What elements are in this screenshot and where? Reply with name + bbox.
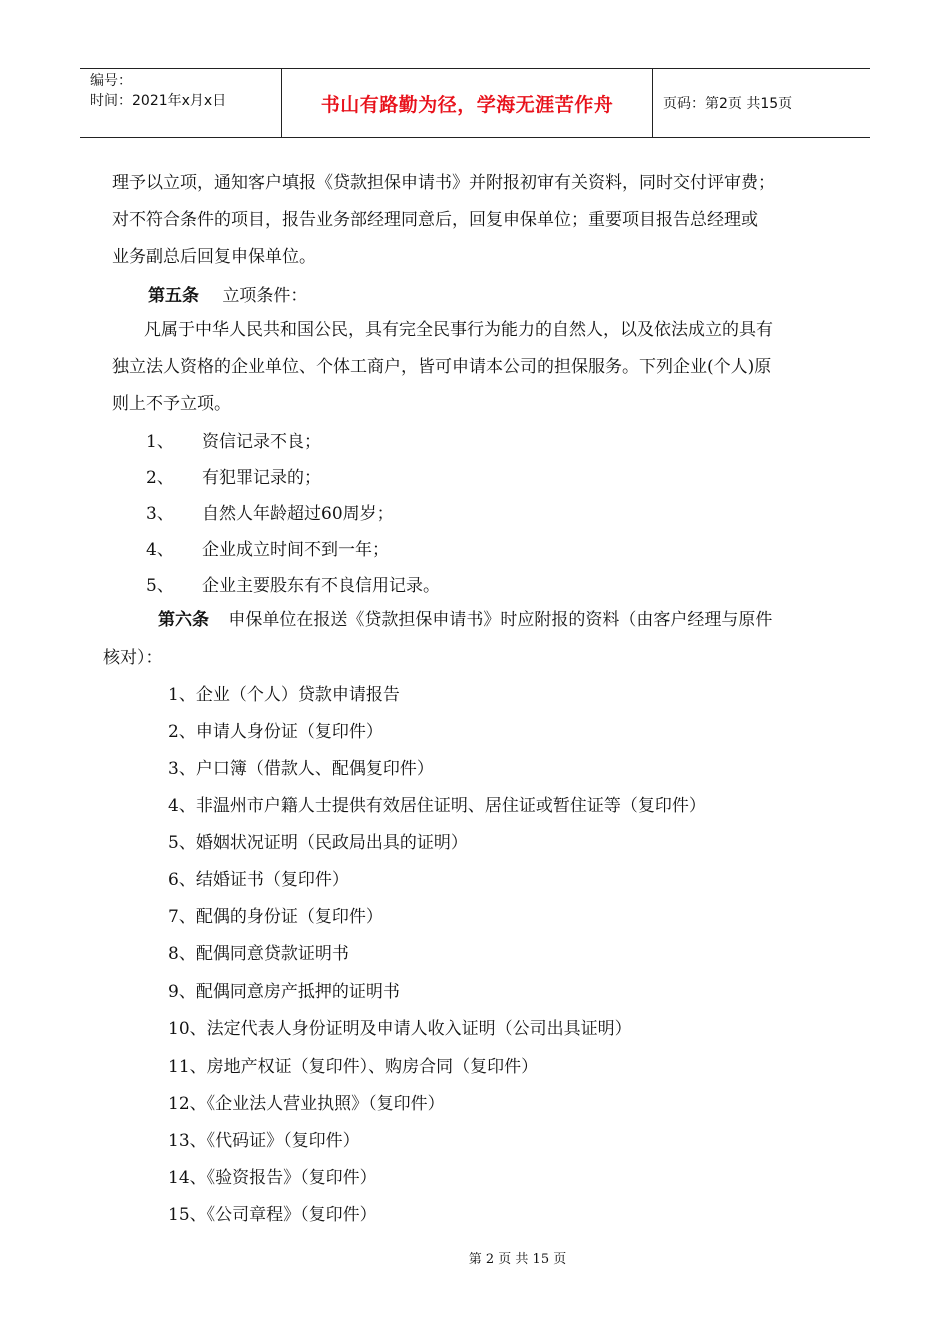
material-item: 1、企业（个人）贷款申请报告 [168,685,400,705]
page-header [80,68,870,138]
header-meta [80,69,281,137]
exclusion-text: 企业主要股东有不良信用记录。 [202,576,440,596]
material-item: 8、配偶同意贷款证明书 [168,944,349,964]
material-item: 10、法定代表人身份证明及申请人收入证明（公司出具证明） [168,1019,632,1039]
exclusion-number: 3、 [146,504,174,524]
paragraph-line: 则上不予立项。 [112,394,231,414]
article-6-text: 申保单位在报送《贷款担保申请书》时应附报的资料（由客户经理与原件 [228,610,773,630]
material-item: 12、《企业法人营业执照》（复印件） [168,1094,445,1114]
material-item: 14、《验资报告》（复印件） [168,1168,377,1188]
exclusion-number: 2、 [146,468,174,488]
material-item: 7、配偶的身份证（复印件） [168,907,383,927]
exclusion-item [146,430,321,454]
material-item: 13、《代码证》（复印件） [168,1131,360,1151]
material-item: 4、非温州市户籍人士提供有效居住证明、居住证或暂住证等（复印件） [168,796,706,816]
exclusion-text: 资信记录不良； [202,432,321,452]
material-item: 3、户口簿（借款人、配偶复印件） [168,759,434,779]
document-date-label: 时间：2021年x月x日 [90,93,227,109]
material-item: 2、申请人身份证（复印件） [168,722,383,742]
header-page-number: 页码：第2页 共15页 [663,96,793,112]
exclusion-item [146,466,321,490]
paragraph-line: 独立法人资格的企业单位、个体工商户，皆可申请本公司的担保服务。下列企业(个人)原 [112,357,772,377]
material-item: 11、房地产权证（复印件）、购房合同（复印件） [168,1057,539,1077]
exclusion-number: 4、 [146,540,174,560]
header-motto: 书山有路勤为径，学海无涯苦作舟 [281,69,653,137]
exclusion-item [146,538,389,562]
material-item: 15、《公司章程》（复印件） [168,1205,377,1225]
article-6-number: 第六条 [158,610,209,630]
exclusion-text: 自然人年龄超过60周岁； [202,504,394,524]
exclusion-number: 1、 [146,432,174,452]
exclusion-item [146,574,440,598]
exclusion-text: 有犯罪记录的； [202,468,321,488]
article-5-number: 第五条 [148,286,199,306]
paragraph-line: 凡属于中华人民共和国公民，具有完全民事行为能力的自然人，以及依法成立的具有 [144,320,773,340]
paragraph-line: 理予以立项，通知客户填报《贷款担保申请书》并附报初审有关资料，同时交付评审费； [112,173,775,193]
page-footer: 第 2 页 共 15 页 [468,1252,567,1267]
paragraph-line: 业务副总后回复申保单位。 [112,247,316,267]
article-5-text: 立项条件： [222,286,308,306]
paragraph-line: 核对）： [103,648,163,668]
material-item: 9、配偶同意房产抵押的证明书 [168,982,400,1002]
exclusion-item [146,502,394,526]
paragraph-line: 对不符合条件的项目，报告业务部经理同意后，回复申保单位；重要项目报告总经理或 [112,210,758,230]
material-item: 6、结婚证书（复印件） [168,870,349,890]
document-number-label: 编号： [90,73,132,89]
article-5-heading [148,284,307,308]
exclusion-text: 企业成立时间不到一年； [202,540,389,560]
article-6-heading [158,608,772,632]
exclusion-number: 5、 [146,576,174,596]
material-item: 5、婚姻状况证明（民政局出具的证明） [168,833,468,853]
